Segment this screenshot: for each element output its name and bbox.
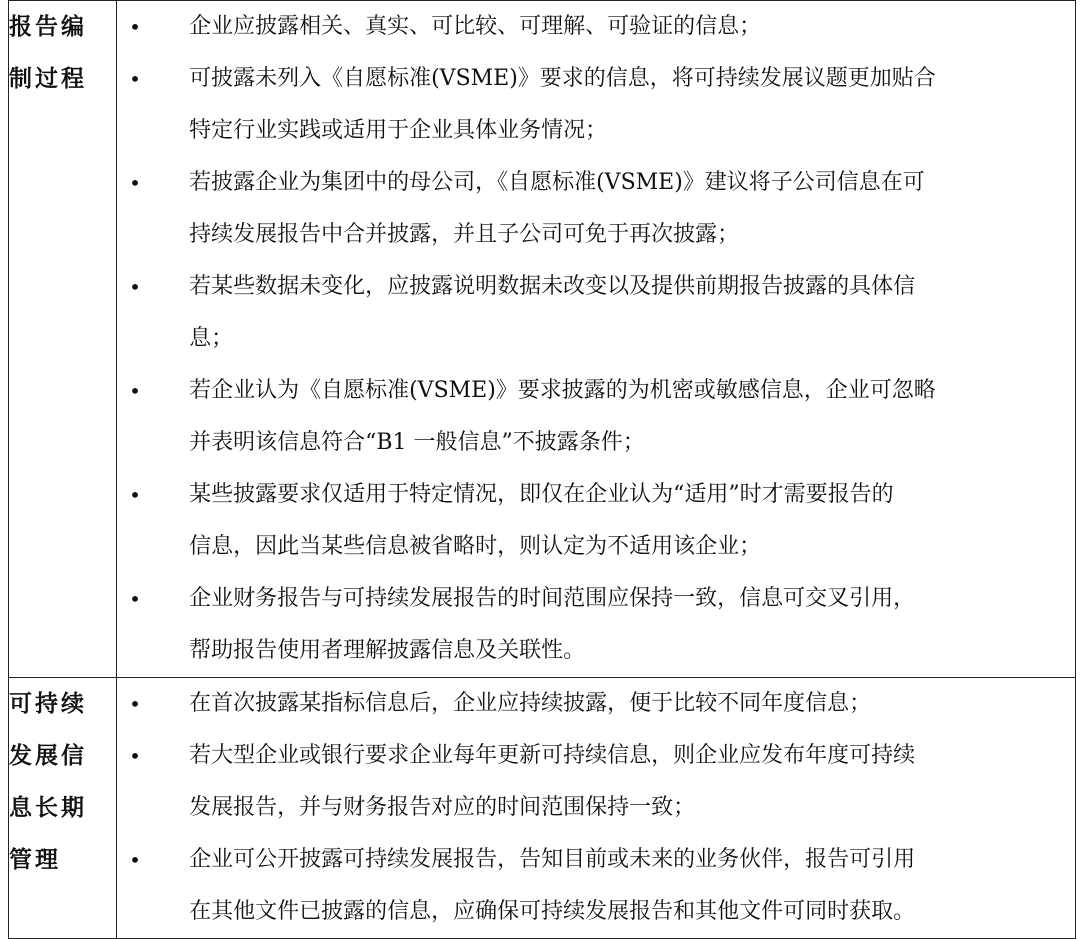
section-heading-line: 息长期: [9, 795, 87, 821]
bullet-list: [117, 1, 1075, 677]
list-item-line: 若某些数据未变化，应披露说明数据未改变以及提供前期报告披露的具体信: [189, 274, 916, 299]
list-item: [117, 157, 1075, 261]
section-heading-line: 可持续: [9, 691, 87, 717]
section-heading-line: 发展信: [9, 743, 87, 769]
bullet-point-icon: •: [129, 67, 141, 91]
bullet-point-icon: •: [129, 15, 141, 39]
list-item: [117, 261, 1075, 365]
list-item-line: 可披露未列入《自愿标准(VSME)》要求的信息，将可持续发展议题更加贴合: [189, 66, 936, 91]
list-item: [117, 365, 1075, 469]
list-item-line: 息；: [189, 326, 234, 351]
list-item-line: 某些披露要求仅适用于特定情况，即仅在企业认为“适用”时才需要报告的: [189, 482, 894, 507]
list-item-line: 若披露企业为集团中的母公司，《自愿标准(VSME)》建议将子公司信息在可: [189, 170, 925, 195]
bullet-point-icon: •: [129, 587, 141, 611]
bullet-point-icon: •: [129, 483, 141, 507]
table-row-long-term-management: [9, 678, 1076, 939]
list-item: [117, 834, 1075, 938]
section-heading-line: 制过程: [9, 66, 87, 92]
list-item: [117, 1, 1075, 53]
bullet-point-icon: •: [129, 275, 141, 299]
list-item-line: 持续发展报告中合并披露，并且子公司可免于再次披露；: [189, 222, 740, 247]
section-body-cell: [117, 1, 1076, 678]
list-item-line: 并表明该信息符合“B1 一般信息”不披露条件；: [189, 430, 645, 455]
section-heading-line: 管理: [9, 847, 61, 873]
bullet-point-icon: •: [129, 848, 141, 872]
list-item: [117, 678, 1075, 730]
list-item: [117, 469, 1075, 573]
list-item-line: 企业财务报告与可持续发展报告的时间范围应保持一致，信息可交叉引用，: [189, 586, 916, 611]
list-item-line: 在首次披露某指标信息后，企业应持续披露，便于比较不同年度信息；: [189, 691, 872, 716]
section-heading-cell: [9, 678, 117, 939]
list-item-line: 企业应披露相关、真实、可比较、可理解、可验证的信息；: [189, 14, 762, 39]
list-item-line: 若企业认为《自愿标准(VSME)》要求披露的为机密或敏感信息，企业可忽略: [189, 378, 936, 403]
disclosure-table: [8, 0, 1076, 939]
bullet-point-icon: •: [129, 379, 141, 403]
bullet-point-icon: •: [129, 171, 141, 195]
list-item: [117, 53, 1075, 157]
section-body-cell: [117, 678, 1076, 939]
list-item-line: 在其他文件已披露的信息，应确保可持续发展报告和其他文件可同时获取。: [189, 899, 916, 924]
list-item: [117, 730, 1075, 834]
list-item-line: 帮助报告使用者理解披露信息及关联性。: [189, 638, 586, 663]
bullet-list: [117, 678, 1075, 938]
list-item: [117, 573, 1075, 677]
list-item-line: 信息，因此当某些信息被省略时，则认定为不适用该企业；: [189, 534, 762, 559]
list-item-line: 若大型企业或银行要求企业每年更新可持续信息，则企业应发布年度可持续: [189, 743, 916, 768]
list-item-line: 企业可公开披露可持续发展报告，告知目前或未来的业务伙伴，报告可引用: [189, 847, 916, 872]
bullet-point-icon: •: [129, 744, 141, 768]
list-item-line: 特定行业实践或适用于企业具体业务情况；: [189, 118, 608, 143]
section-heading-cell: [9, 1, 117, 678]
table-row-report-preparation: [9, 1, 1076, 678]
section-heading-line: 报告编: [9, 14, 87, 40]
list-item-line: 发展报告，并与财务报告对应的时间范围保持一致；: [189, 795, 696, 820]
bullet-point-icon: •: [129, 692, 141, 716]
